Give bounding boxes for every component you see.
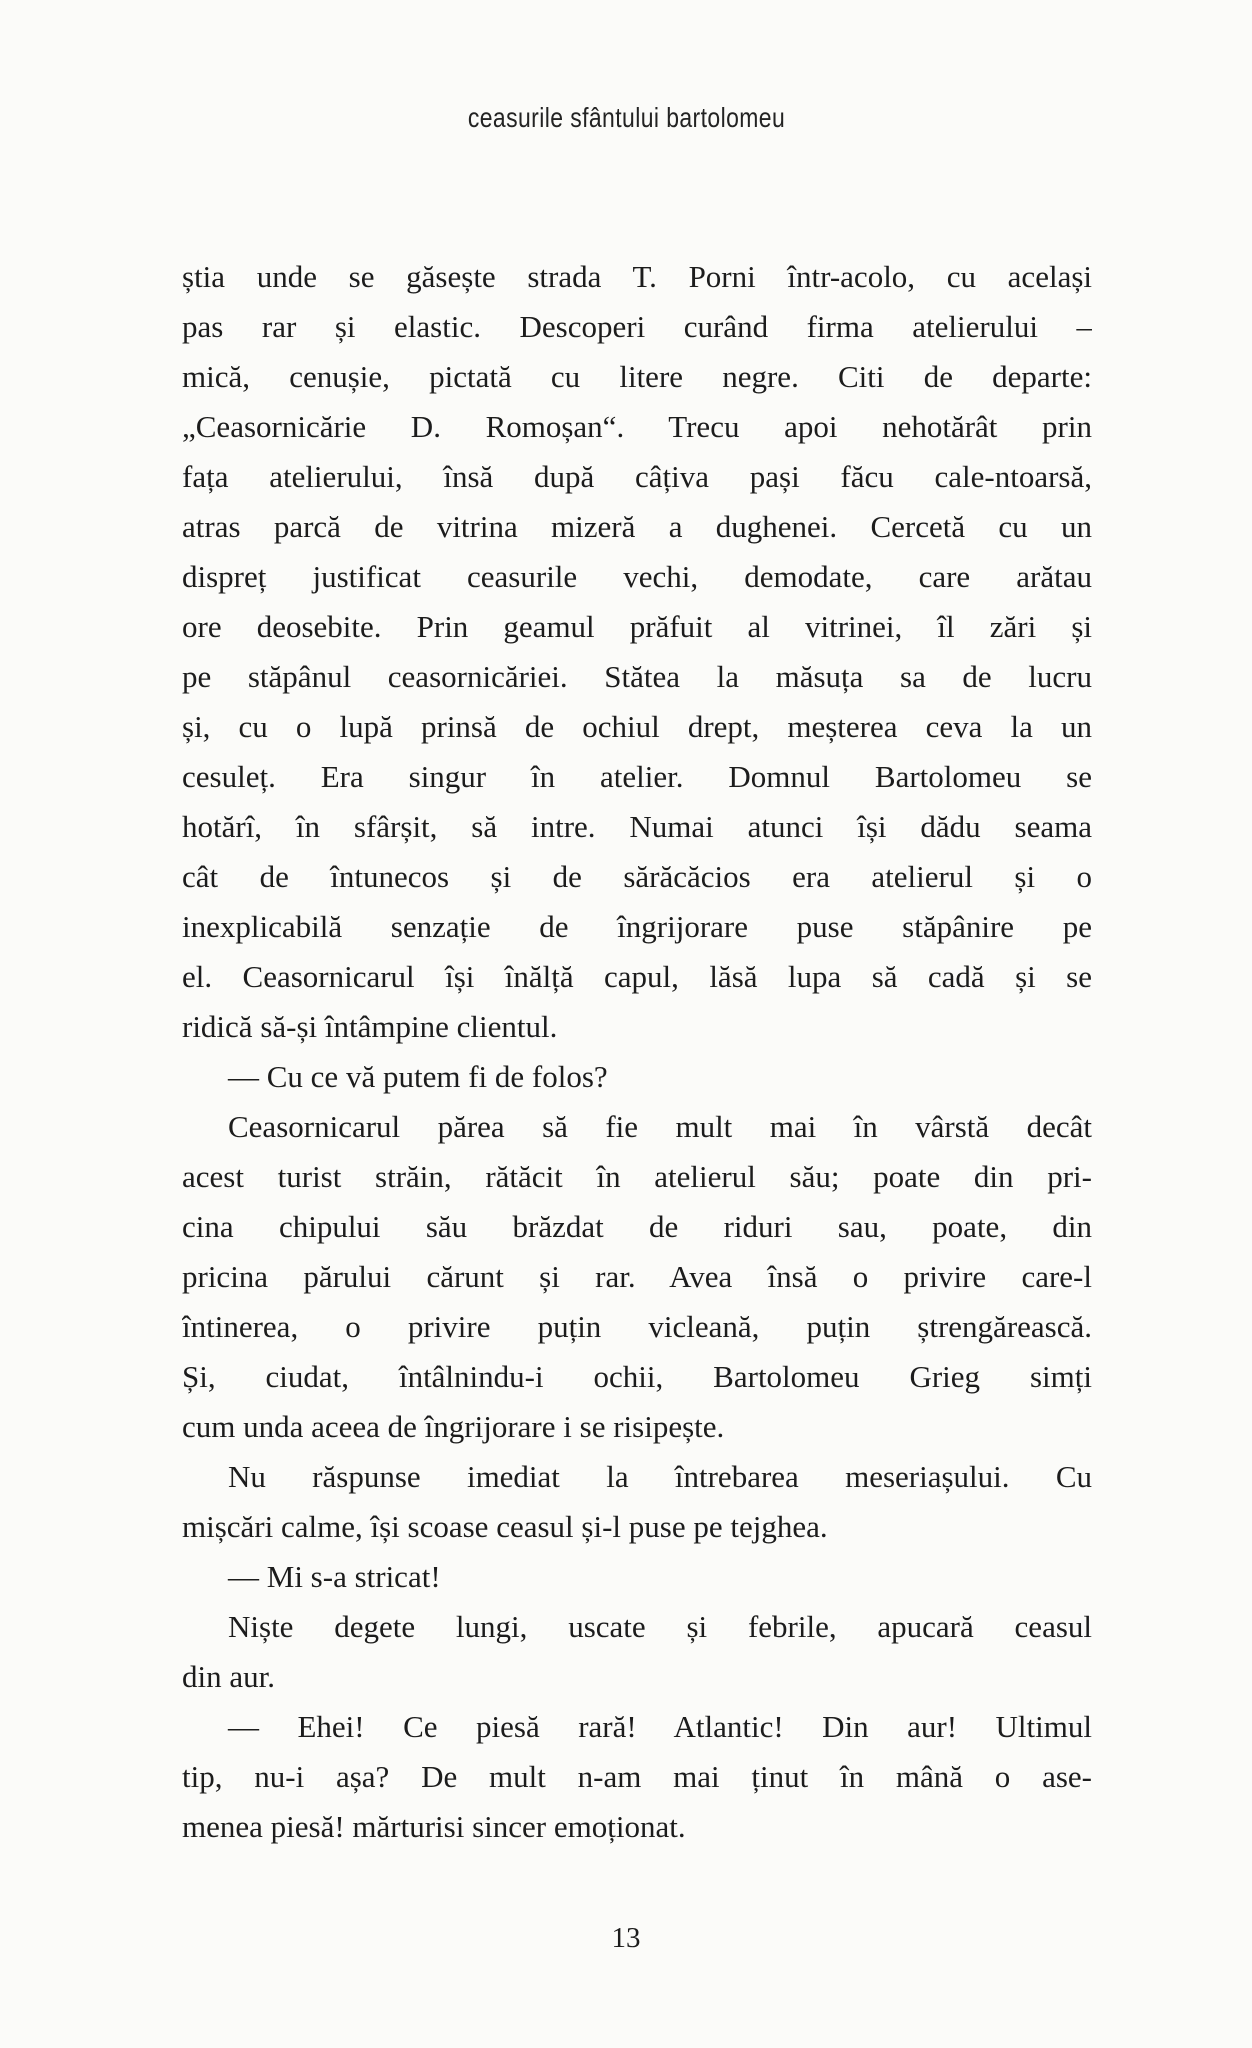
text-line: cesuleț. Era singur în atelier. Domnul Bartolomeu se	[182, 759, 1092, 794]
text-line: Niște degete lungi, uscate și febrile, apucară ceasul	[228, 1609, 1092, 1644]
text-line: fața atelierului, însă după câțiva pași făcu cale-ntoarsă,	[182, 459, 1092, 494]
running-header-text: ceasurile sfântului bartolomeu	[467, 102, 785, 133]
text-line: mișcări calme, își scoase ceasul și-l puse pe tejghea.	[182, 1509, 828, 1544]
text-line: și, cu o lupă prinsă de ochiul drept, meșterea ceva la un	[182, 709, 1092, 744]
text-line: pe stăpânul ceasornicăriei. Stătea la măsuța sa de lucru	[182, 659, 1092, 694]
running-header	[0, 102, 1252, 134]
text-line: dispreț justificat ceasurile vechi, demodate, care arătau	[182, 559, 1092, 594]
text-line: — Cu ce vă putem fi de folos?	[228, 1059, 608, 1094]
text-line: Ceasornicarul părea să fie mult mai în vârstă decât	[228, 1109, 1092, 1144]
text-line: cât de întunecos și de sărăcăcios era atelierul și o	[182, 859, 1092, 894]
text-line: Și, ciudat, întâlnindu-i ochii, Bartolomeu Grieg simți	[182, 1359, 1092, 1394]
text-line: menea piesă! mărturisi sincer emoționat.	[182, 1809, 686, 1844]
text-line: din aur.	[182, 1659, 275, 1694]
text-line: știa unde se găsește strada T. Porni într-acolo, cu același	[182, 259, 1092, 294]
text-line: ridică să-și întâmpine clientul.	[182, 1009, 558, 1044]
text-line: el. Ceasornicarul își înălță capul, lăsă lupa să cadă și se	[182, 959, 1092, 994]
text-line: „Ceasornicărie D. Romoșan“. Trecu apoi nehotărât prin	[182, 409, 1092, 444]
text-line: atras parcă de vitrina mizeră a dughenei. Cercetă cu un	[182, 509, 1092, 544]
text-line: tip, nu-i așa? De mult n-am mai ținut în mână o ase-	[182, 1759, 1092, 1794]
text-line: Nu răspunse imediat la întrebarea meseriașului. Cu	[228, 1459, 1092, 1494]
page-number: 13	[611, 1922, 641, 1954]
body-text	[182, 252, 1092, 1852]
text-line: cina chipului său brăzdat de riduri sau, poate, din	[182, 1209, 1092, 1244]
text-line: întinerea, o privire puțin vicleană, puțin ștrengărească.	[182, 1309, 1092, 1344]
text-line: inexplicabilă senzație de îngrijorare puse stăpânire pe	[182, 909, 1092, 944]
text-line: pricina părului cărunt și rar. Avea însă o privire care-l	[182, 1259, 1092, 1294]
text-line: — Mi s-a stricat!	[228, 1559, 441, 1594]
text-line: cum unda aceea de îngrijorare i se risipește.	[182, 1409, 725, 1444]
text-line: pas rar și elastic. Descoperi curând firma atelierului –	[182, 309, 1092, 344]
text-line: hotărî, în sfârșit, să intre. Numai atunci își dădu seama	[182, 809, 1092, 844]
text-line: — Ehei! Ce piesă rară! Atlantic! Din aur! Ultimul	[228, 1709, 1092, 1744]
text-line: mică, cenușie, pictată cu litere negre. Citi de departe:	[182, 359, 1092, 394]
text-line: acest turist străin, rătăcit în atelierul său; poate din pri-	[182, 1159, 1092, 1194]
text-line: ore deosebite. Prin geamul prăfuit al vitrinei, îl zări și	[182, 609, 1092, 644]
